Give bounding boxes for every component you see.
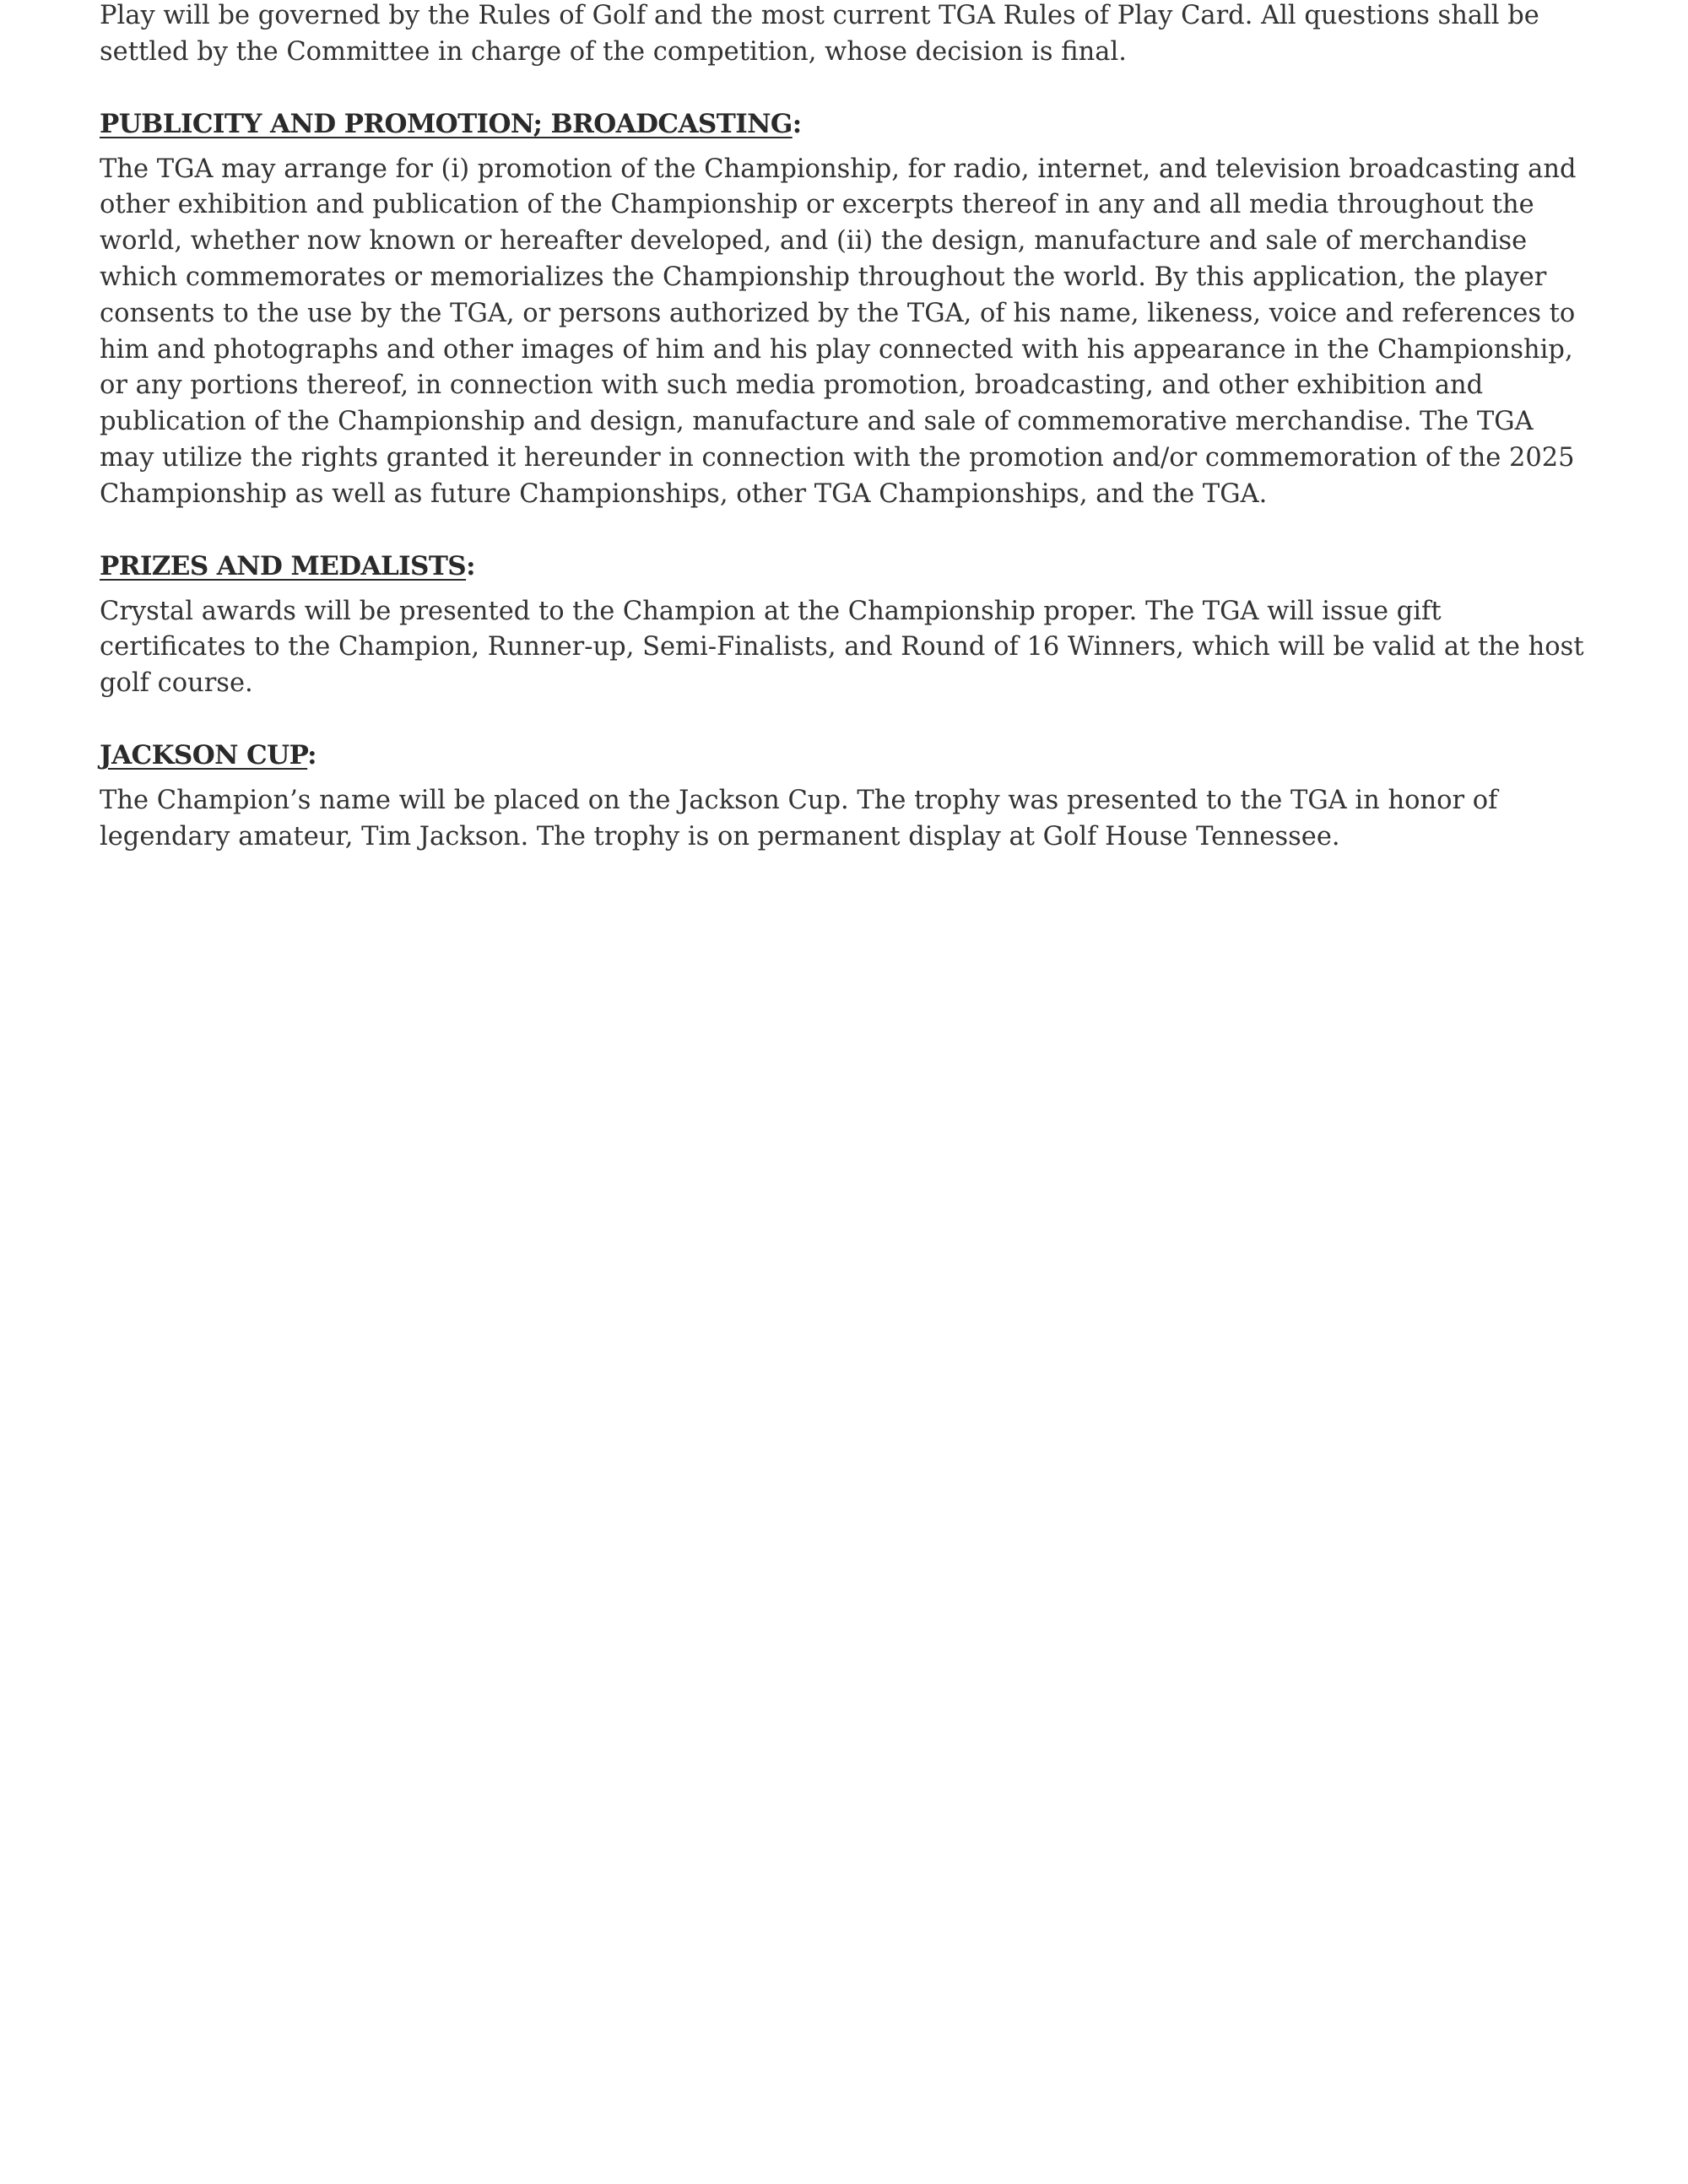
section-heading-publicity	[100, 106, 1585, 142]
heading-text: PRIZES AND MEDALISTS	[100, 550, 467, 581]
section-body-publicity: The TGA may arrange for (i) promotion of the Championship, for radio, internet, and television broadcasting and other exhibition and publication of the Championship or excerpts thereof in any and all media throughout the world, whether now known or hereafter developed, and (ii) the design, manufacture and sale of merchandise which commemorates or memorializes the Championship throughout the world. By this application, the player consents to the use by the TGA, or persons authorized by the TGA, of his name, likeness, voice and references to him and photographs and other images of him and his play connected with his appearance in the Championship, or any portions thereof, in connection with such media promotion, broadcasting, and other exhibition and publication of the Championship and design, manufacture and sale of commemorative merchandise. The TGA may utilize the rights granted it hereunder in connection with the promotion and/or commemoration of the 2025 Championship as well as future Championships, other TGA Championships, and the TGA.	[100, 154, 1577, 509]
heading-colon: :	[792, 108, 802, 139]
heading-text: JACKSON CUP	[100, 739, 308, 770]
rules-paragraph: Play will be governed by the Rules of Golf and the most current TGA Rules of Play Card. All questions shall be settled by the Committee in charge of the competition, whose decision is final.	[100, 1, 1539, 67]
section-heading-prizes	[100, 549, 1585, 584]
document-page	[100, 0, 1585, 856]
section-body-jackson-cup: The Champion’s name will be placed on the Jackson Cup. The trophy was presented to the TGA in honor of legendary amateur, Tim Jackson. The trophy is on permanent display at Golf House Tennessee.	[100, 785, 1498, 851]
heading-colon: :	[466, 550, 475, 581]
heading-colon: :	[307, 739, 317, 770]
section-heading-jackson-cup	[100, 738, 1585, 773]
heading-text: PUBLICITY AND PROMOTION; BROADCASTING	[100, 108, 793, 139]
section-body-prizes: Crystal awards will be presented to the Champion at the Championship proper. The TGA will issue gift certificates to the Champion, Runner-up, Semi-Finalists, and Round of 16 Winners, which will be valid at the host golf course.	[100, 596, 1584, 699]
